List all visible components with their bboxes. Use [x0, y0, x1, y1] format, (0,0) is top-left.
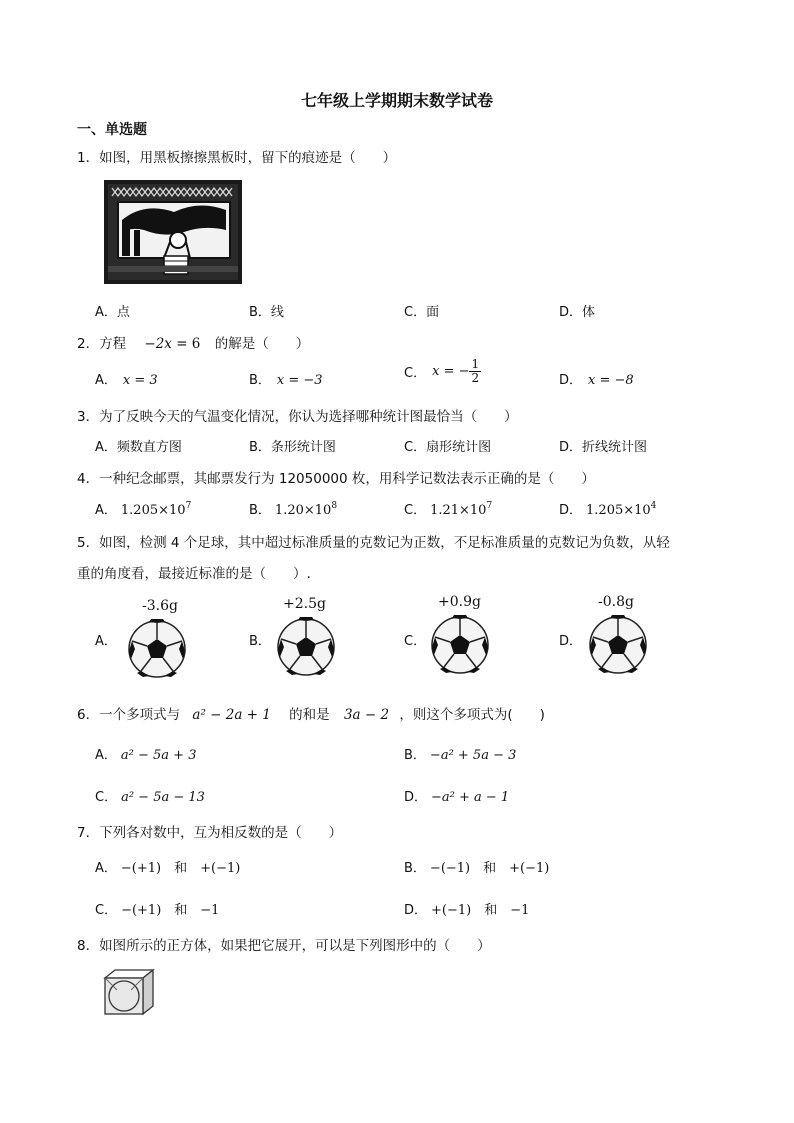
soccer-ball-icon [276, 617, 336, 677]
q2-option-c: C． x = − $\frac{1}{2}$ [404, 357, 480, 385]
q4-option-c: C． $1.21\times 10^7$ [404, 501, 493, 518]
q3-option-c: C．扇形统计图 [404, 440, 492, 455]
question-7-text: 7．下列各对数中，互为相反数的是（ ） [77, 825, 343, 841]
q2-option-b: B． x = −3 [249, 373, 323, 388]
q1-option-b: B．线 [249, 305, 284, 320]
q1-option-d: D．体 [559, 305, 596, 320]
q3-option-b: B．条形统计图 [249, 440, 336, 455]
q5-weight-d: -0.8g [598, 594, 634, 610]
q5-option-b: B． [249, 634, 271, 649]
question-3-text: 3．为了反映今天的气温变化情况，你认为选择哪种统计图最恰当（ ） [77, 409, 518, 425]
q2-pre: 2．方程 [77, 336, 127, 352]
q4-option-a: A． $1.205\times 10^7$ [95, 501, 192, 518]
q4-option-b: B． $1.20\times 10^8$ [249, 501, 338, 518]
q3-option-a: A．频数直方图 [95, 440, 182, 455]
q6-option-d: D． −a² + a − 1 [404, 790, 510, 805]
cube-figure [103, 968, 155, 1016]
q2-option-d: D． x = −8 [559, 373, 634, 388]
q5-weight-b: +2.5g [283, 596, 326, 612]
q6-option-a: A． a² − 5a + 3 [95, 748, 197, 763]
q6-sum: 3a − 2 [343, 707, 390, 723]
q1-option-c: C．面 [404, 305, 440, 320]
q5-option-a: A． [95, 634, 117, 649]
question-4-text: 4．一种纪念邮票，其邮票发行为 12050000 枚，用科学记数法表示正确的是（ ） [77, 471, 595, 487]
q5-option-d: D． [559, 634, 583, 649]
soccer-ball-icon [127, 619, 187, 679]
q7-option-c: C． −(+1) 和 −1 [95, 903, 220, 918]
soccer-ball-icon [430, 615, 490, 675]
question-5-line-2: 重的角度看，最接近标准的是（ ）. [77, 566, 311, 582]
question-6-text: 6．一个多项式与 a² − 2a + 1 的和是 3a − 2 ，则这个多项式为( ) [77, 707, 545, 723]
q5-weight-c: +0.9g [438, 594, 481, 610]
q1-option-a: A．点 [95, 305, 130, 320]
question-1-text: 1．如图，用黑板擦擦黑板时，留下的痕迹是（ ） [77, 150, 397, 166]
q6-poly: a² − 2a + 1 [192, 707, 271, 723]
q2-option-a: A． x = 3 [95, 373, 158, 388]
q2-post: 的解是（ ） [214, 336, 310, 352]
q2-eq-lhs: −2x [144, 336, 172, 352]
q6-option-c: C． a² − 5a − 13 [95, 790, 205, 805]
soccer-ball-icon [588, 615, 648, 675]
q7-option-a: A． −(+1) 和 +(−1) [95, 861, 241, 876]
section-heading: 一、单选题 [77, 122, 147, 138]
q5-weight-a: -3.6g [142, 598, 178, 614]
q5-option-c: C． [404, 634, 427, 649]
question-5-line-1: 5．如图，检测 4 个足球，其中超过标准质量的克数记为正数，不足标准质量的克数记为负数，从轻 [77, 535, 670, 551]
q4-option-d: D． $1.205\times 10^4$ [559, 501, 657, 518]
q3-option-d: D．折线统计图 [559, 440, 648, 455]
question-2-text [77, 332, 309, 352]
q2-eq-rhs: = 6 [176, 336, 201, 352]
q6-option-b: B． −a² + 5a − 3 [404, 748, 517, 763]
q7-option-d: D． +(−1) 和 −1 [404, 903, 530, 918]
question-8-text: 8．如图所示的正方体，如果把它展开，可以是下列图形中的（ ） [77, 938, 491, 954]
q7-option-b: B． −(−1) 和 +(−1) [404, 861, 550, 876]
page-title: 七年级上学期期末数学试卷 [300, 91, 493, 110]
blackboard-figure [104, 180, 242, 284]
